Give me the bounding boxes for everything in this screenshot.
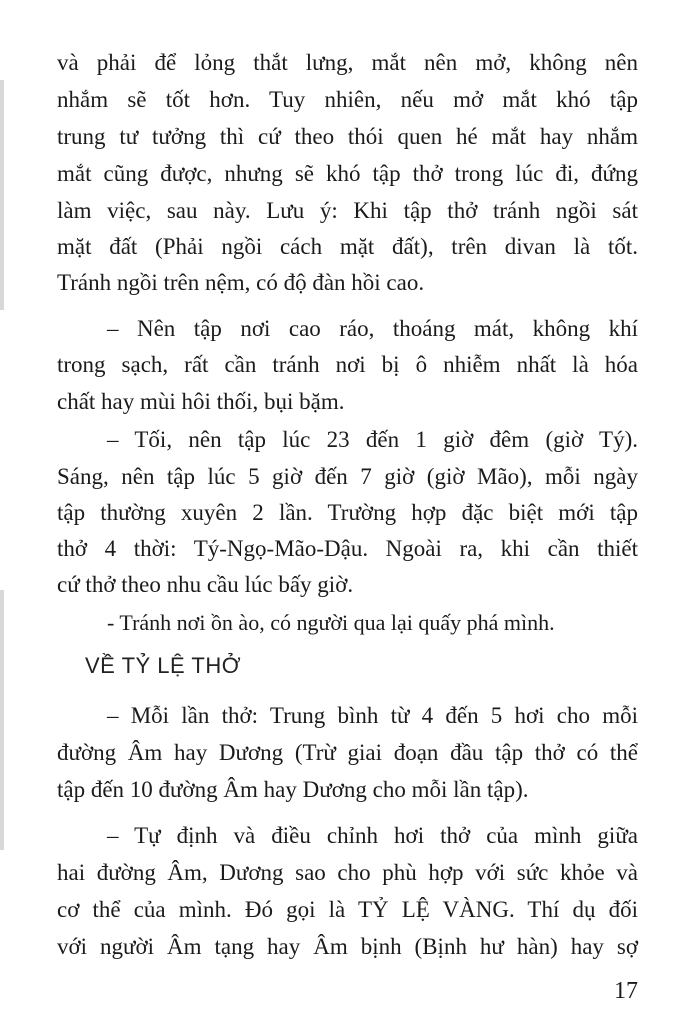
- text-line: hai đường Âm, Dương sao cho phù hợp với sức khỏe và: [57, 860, 638, 885]
- text-line: – Tối, nên tập lúc 23 đến 1 giờ đêm (giờ Tý).: [107, 427, 638, 452]
- text-line: Tránh ngồi trên nệm, có độ đàn hồi cao.: [57, 270, 425, 295]
- text-line: trung tư tưởng thì cứ theo thói quen hé mắt hay nhắm: [57, 124, 638, 149]
- text-line: thở 4 thời: Tý-Ngọ-Mão-Dậu. Ngoài ra, khi cần thiết: [57, 536, 638, 561]
- text-line: mặt đất (Phải ngồi cách mặt đất), trên divan là tốt.: [57, 234, 638, 259]
- text-line: với người Âm tạng hay Âm bịnh (Bịnh hư hàn) hay sợ: [57, 934, 638, 959]
- text-line: – Nên tập nơi cao ráo, thoáng mát, không khí: [107, 316, 638, 341]
- text-line: và phải để lỏng thắt lưng, mắt nên mở, không nên: [57, 50, 638, 75]
- text-line: cơ thể của mình. Đó gọi là TỶ LỆ VÀNG. Thí dụ đối: [57, 897, 638, 922]
- text-line: đường Âm hay Dương (Trừ giai đoạn đầu tập thở có thể: [57, 740, 638, 765]
- text-line: trong sạch, rất cần tránh nơi bị ô nhiễm nhất là hóa: [57, 352, 638, 377]
- scan-edge-mark: [0, 590, 4, 850]
- page-number: 17: [614, 978, 638, 1004]
- text-line: Sáng, nên tập lúc 5 giờ đến 7 giờ (giờ Mão), mỗi ngày: [57, 464, 638, 489]
- text-line: tập thường xuyên 2 lần. Trường hợp đặc biệt mới tập: [57, 500, 638, 525]
- text-line: làm việc, sau này. Lưu ý: Khi tập thở tránh ngồi sát: [57, 198, 638, 223]
- text-line: nhắm sẽ tốt hơn. Tuy nhiên, nếu mở mắt khó tập: [57, 87, 638, 112]
- text-line: – Tự định và điều chỉnh hơi thở của mình giữa: [107, 823, 638, 848]
- text-line: tập đến 10 đường Âm hay Dương cho mỗi lần tập).: [57, 777, 529, 802]
- text-line: chất hay mùi hôi thối, bụi bặm.: [57, 389, 345, 414]
- scan-edge-mark: [0, 80, 4, 310]
- text-line: – Mỗi lần thở: Trung bình từ 4 đến 5 hơi cho mỗi: [107, 703, 638, 728]
- text-line: - Tránh nơi ồn ào, có người qua lại quấy phá mình.: [107, 610, 555, 635]
- text-line: cứ thở theo nhu cầu lúc bấy giờ.: [57, 572, 354, 597]
- text-line: mắt cũng được, nhưng sẽ khó tập thở trong lúc đi, đứng: [57, 161, 638, 186]
- section-heading: VỀ TỶ LỆ THỞ: [85, 653, 242, 678]
